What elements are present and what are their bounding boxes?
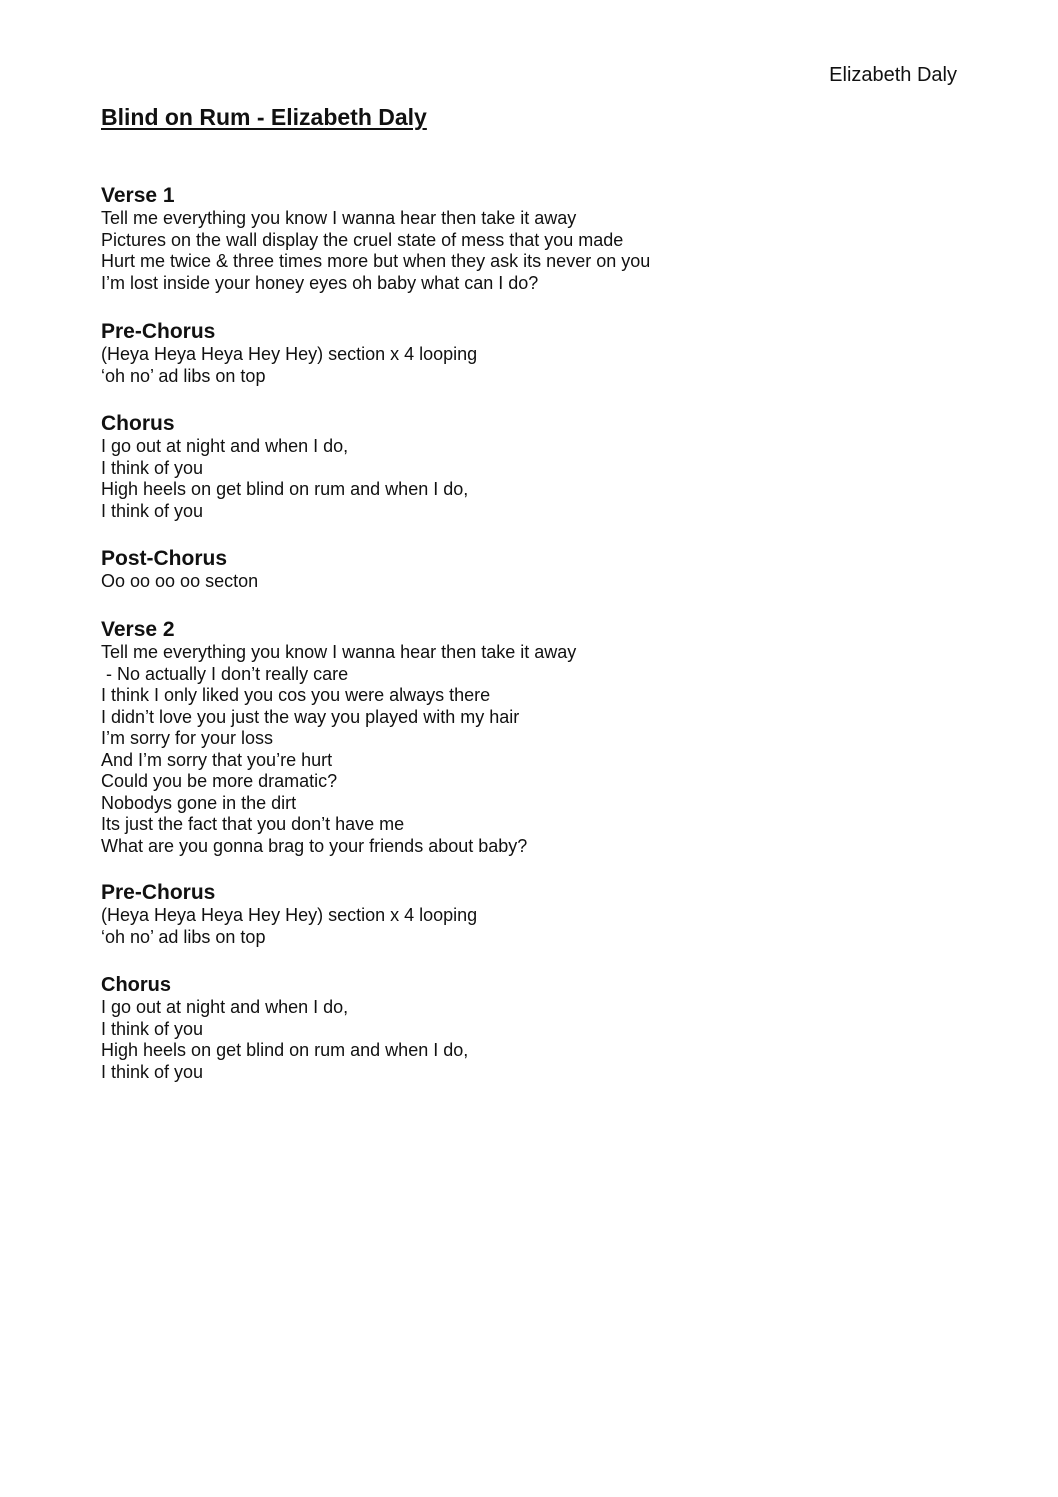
lyric-line: Could you be more dramatic? xyxy=(101,771,338,791)
lyric-line: Hurt me twice & three times more but when they ask its never on you xyxy=(101,251,651,271)
section-pre-chorus-2 xyxy=(101,881,961,948)
lyric-line: ‘oh no’ ad libs on top xyxy=(101,926,266,947)
header-author-name: Elizabeth Daly xyxy=(829,64,957,86)
lyric-line: I’m lost inside your honey eyes oh baby what can I do? xyxy=(101,272,539,293)
lyric-line: I think of you xyxy=(101,1018,204,1039)
lyric-line: I think of you xyxy=(101,500,204,521)
lyric-line: ‘oh no’ ad libs on top xyxy=(101,365,266,386)
document-title: Blind on Rum - Elizabeth Daly xyxy=(101,104,427,130)
lyric-line: High heels on get blind on rum and when I do, xyxy=(101,1040,469,1060)
lyric-line: Oo oo oo oo secton xyxy=(101,571,259,591)
section-post-chorus xyxy=(101,547,961,593)
lyric-line: And I’m sorry that you’re hurt xyxy=(101,749,333,770)
lyric-line: I didn’t love you just the way you played with my hair xyxy=(101,706,520,727)
lyric-line: Its just the fact that you don’t have me xyxy=(101,814,405,834)
section-heading: Post-Chorus xyxy=(101,547,227,570)
lyric-line: I’m sorry for your loss xyxy=(101,728,274,748)
section-verse-1 xyxy=(101,184,961,294)
section-chorus-2 xyxy=(101,973,961,1083)
lyric-line: What are you gonna brag to your friends about baby? xyxy=(101,835,528,856)
section-verse-2 xyxy=(101,618,961,857)
section-heading: Pre-Chorus xyxy=(101,320,216,343)
lyric-line: I think of you xyxy=(101,457,204,478)
lyric-line: Nobodys gone in the dirt xyxy=(101,792,297,813)
section-heading: Verse 2 xyxy=(101,618,175,641)
lyric-line: I go out at night and when I do, xyxy=(101,997,349,1017)
section-heading: Chorus xyxy=(101,974,171,996)
section-heading: Pre-Chorus xyxy=(101,881,216,904)
section-heading: Chorus xyxy=(101,412,175,435)
lyric-line: I think of you xyxy=(101,1061,204,1082)
lyric-line: I go out at night and when I do, xyxy=(101,436,349,456)
lyric-line: Tell me everything you know I wanna hear then take it away xyxy=(101,642,577,662)
lyric-line: I think I only liked you cos you were always there xyxy=(101,685,491,705)
lyric-line: (Heya Heya Heya Hey Hey) section x 4 looping xyxy=(101,905,478,925)
lyric-line: Tell me everything you know I wanna hear then take it away xyxy=(101,208,577,228)
lyric-line: - No actually I don’t really care xyxy=(101,663,349,684)
lyric-line: (Heya Heya Heya Hey Hey) section x 4 looping xyxy=(101,344,478,364)
lyric-line: Pictures on the wall display the cruel state of mess that you made xyxy=(101,229,624,250)
section-chorus-1 xyxy=(101,412,961,522)
section-pre-chorus-1 xyxy=(101,320,961,387)
section-heading: Verse 1 xyxy=(101,184,175,207)
lyric-line: High heels on get blind on rum and when I do, xyxy=(101,479,469,499)
